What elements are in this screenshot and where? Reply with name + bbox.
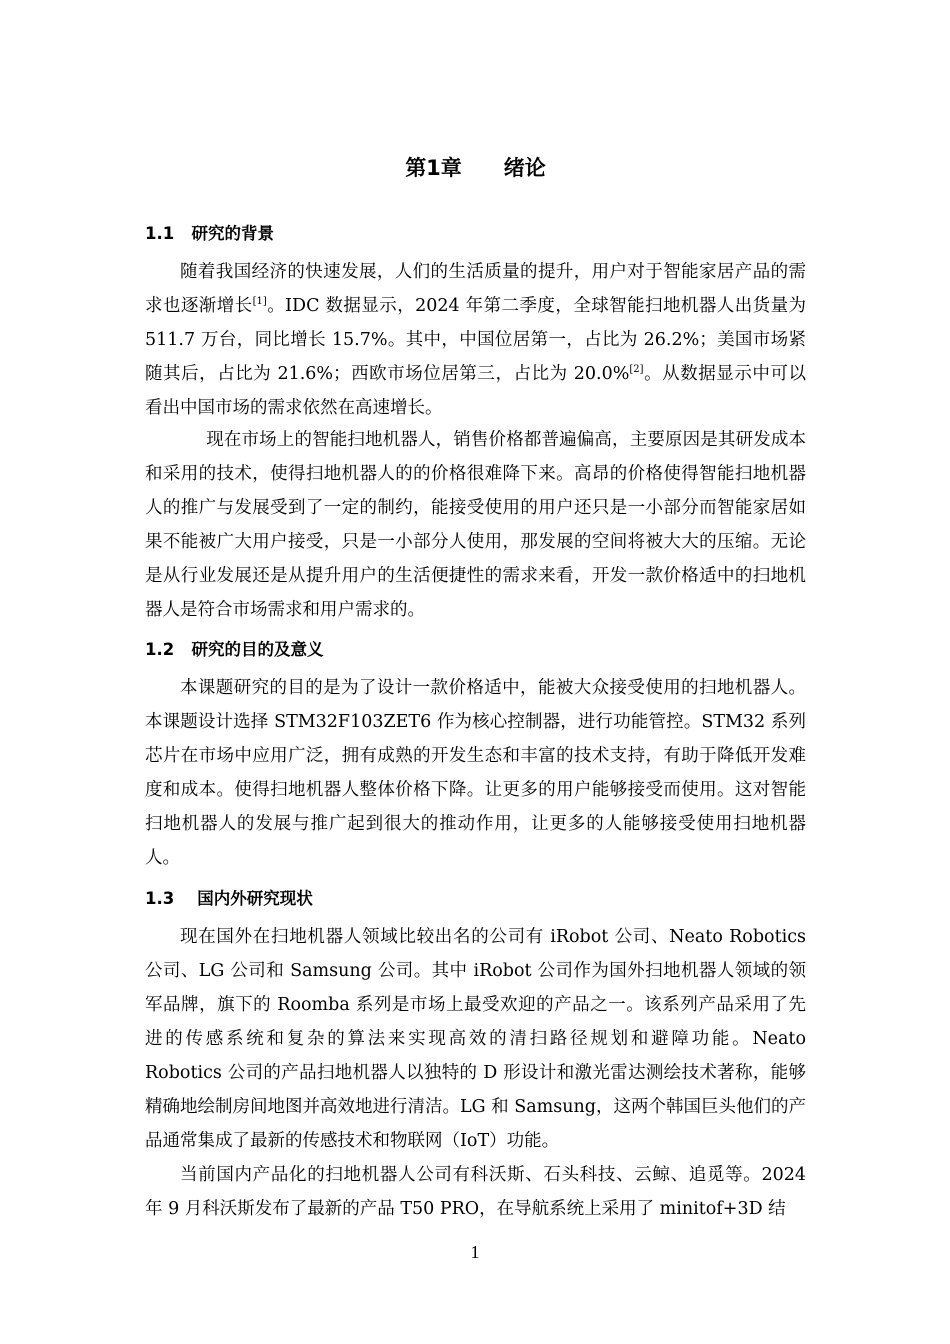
chapter-title: 第1章 绪论 <box>405 156 546 180</box>
page-number: 1 <box>470 1242 480 1262</box>
paragraph-domestic-research: 当前国内产品化的扫地机器人公司有科沃斯、石头科技、云鲸、追觅等。2024 年 9 月科沃斯发布了最新的产品 T50 PRO，在导航系统上采用了 minitof+3D 结 <box>145 1165 806 1219</box>
section-heading-1-1: 1.1 研究的背景 <box>145 224 274 243</box>
paragraph-foreign-research: 现在国外在扫地机器人领域比较出名的公司有 iRobot 公司、Neato Robotics 公司、LG 公司和 Samsung 公司。其中 iRobot 公司作为国外扫地机器人领域的领军品牌，旗下的 Roomba 系列是市场上最受欢迎的产品之一。该系列产品采用了先进的传感系统和复杂的算法来实现高效的清扫路径规划和避障功能。Neato Robotics 公司的产品扫地机器人以独特的 D 形设计和激光雷达测绘技术著称，能够精确地绘制房间地图并高效地进行清洁。LG 和 Samsung，这两个韩国巨头他们的产品通常集成了最新的传感技术和物联网（IoT）功能。 <box>145 927 806 1151</box>
paragraph-background-1: 随着我国经济的快速发展，人们的生活质量的提升，用户对于智能家居产品的需求也逐渐增长[1]。IDC 数据显示，2024 年第二季度，全球智能扫地机器人出货量为 511.7 万台，同比增长 15.7%。其中，中国位居第一，占比为 26.2%；美国市场紧随其后，占比为 21.6%；西欧市场位居第三，占比为 20.0%[2]。从数据显示中可以看出中国市场的需求依然在高速增长。 <box>145 262 807 418</box>
section-heading-1-3: 1.3 国内外研究现状 <box>145 889 313 908</box>
paragraph-background-2: 现在市场上的智能扫地机器人，销售价格都普遍偏高，主要原因是其研发成本和采用的技术，使得扫地机器人的的价格很难降下来。高昂的价格使得智能扫地机器人的推广与发展受到了一定的制约，能接受使用的用户还只是一小部分而智能家居如果不能被广大用户接受，只是一小部分人使用，那发展的空间将被大大的压缩。无论是从行业发展还是从提升用户的生活便捷性的需求来看，开发一款价格适中的扫地机器人是符合市场需求和用户需求的。 <box>145 430 806 620</box>
paragraph-purpose: 本课题研究的目的是为了设计一款价格适中，能被大众接受使用的扫地机器人。本课题设计选择 STM32F103ZET6 作为核心控制器，进行功能管控。STM32 系列芯片在市场中应用广泛，拥有成熟的开发生态和丰富的技术支持，有助于降低开发难度和成本。使得扫地机器人整体价格下降。让更多的用户能够接受而使用。这对智能扫地机器人的发展与推广起到很大的推动作用，让更多的人能够接受使用扫地机器人。 <box>145 678 806 868</box>
citation-1[interactable]: [1] <box>252 296 267 308</box>
citation-2[interactable]: [2] <box>629 364 644 376</box>
section-heading-1-2: 1.2 研究的目的及意义 <box>145 640 324 659</box>
